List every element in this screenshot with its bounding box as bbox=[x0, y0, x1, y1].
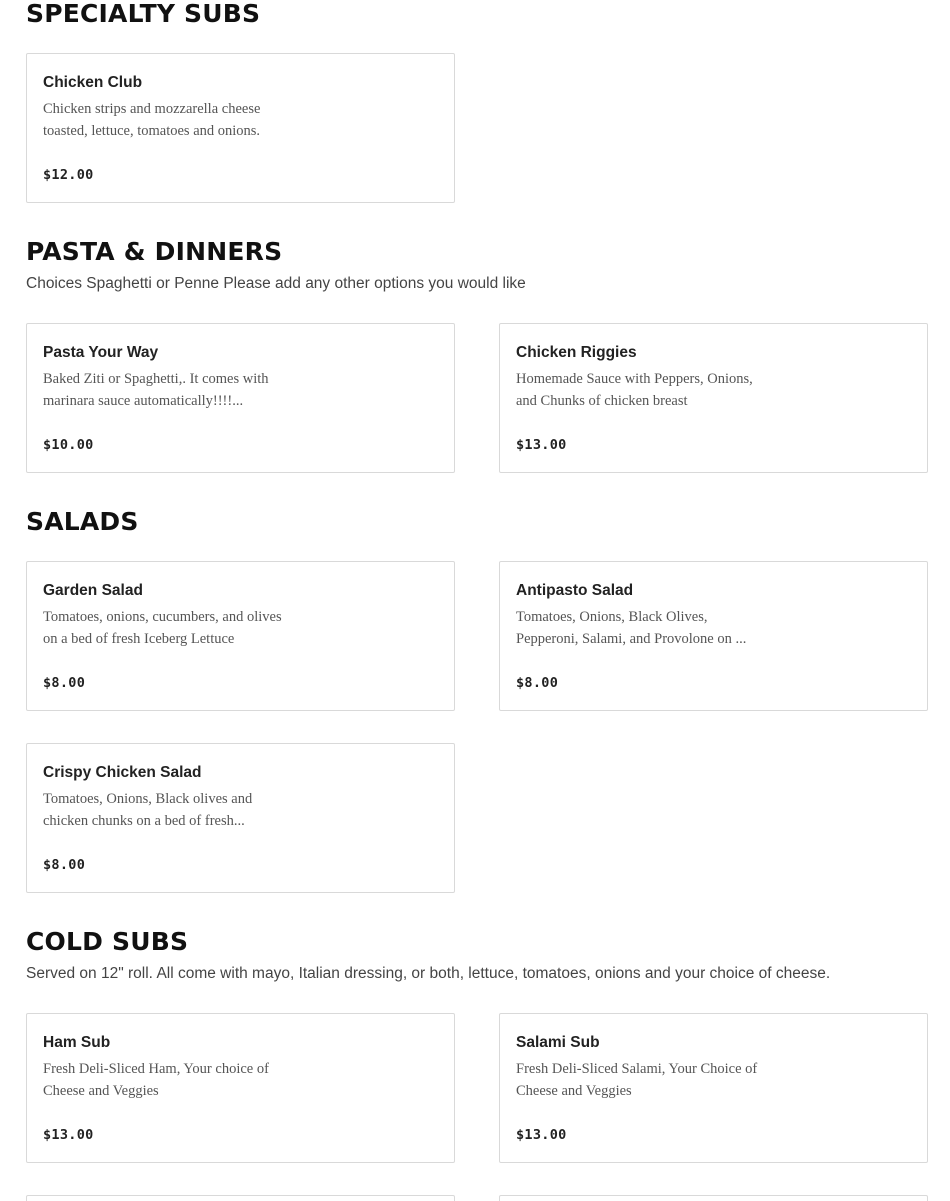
section-title: SPECIALTY SUBS bbox=[26, 0, 261, 28]
item-price: $8.00 bbox=[516, 675, 559, 691]
item-name: Salami Sub bbox=[516, 1034, 600, 1051]
section-title: SALADS bbox=[26, 507, 139, 536]
item-name: Crispy Chicken Salad bbox=[43, 764, 202, 781]
item-description: Baked Ziti or Spaghetti,. It comes with marinara sauce automatically!!!!... bbox=[43, 371, 269, 409]
item-name: Chicken Club bbox=[43, 74, 143, 91]
menu-item-card[interactable] bbox=[499, 561, 928, 711]
item-price: $12.00 bbox=[43, 167, 94, 183]
item-price: $8.00 bbox=[43, 857, 86, 873]
menu-item-card[interactable] bbox=[499, 1195, 928, 1201]
menu-item-card[interactable] bbox=[26, 743, 455, 893]
section-specialty-subs bbox=[26, 0, 928, 183]
item-name: Chicken Riggies bbox=[516, 344, 637, 361]
menu-item-card[interactable] bbox=[26, 1013, 455, 1163]
section-title: COLD SUBS bbox=[26, 927, 189, 956]
item-name: Pasta Your Way bbox=[43, 344, 159, 361]
item-price: $13.00 bbox=[516, 437, 567, 453]
item-name: Antipasto Salad bbox=[516, 582, 634, 599]
item-price: $13.00 bbox=[43, 1127, 94, 1143]
section-cold-subs bbox=[26, 927, 928, 1143]
menu-item-card[interactable] bbox=[26, 323, 455, 473]
item-description: Fresh Deli-Sliced Ham, Your choice of Cheese and Veggies bbox=[43, 1061, 269, 1099]
item-description: Fresh Deli-Sliced Salami, Your Choice of Cheese and Veggies bbox=[516, 1061, 758, 1099]
menu-item-card[interactable] bbox=[26, 1195, 455, 1201]
section-pasta-dinners bbox=[26, 237, 928, 453]
section-description: Choices Spaghetti or Penne Please add any other options you would like bbox=[26, 275, 526, 292]
item-description: Tomatoes, Onions, Black Olives, Pepperoni, Salami, and Provolone on ... bbox=[516, 609, 747, 647]
menu-item-card[interactable] bbox=[499, 1013, 928, 1163]
item-price: $13.00 bbox=[516, 1127, 567, 1143]
item-name: Garden Salad bbox=[43, 582, 143, 599]
item-price: $8.00 bbox=[43, 675, 86, 691]
item-description: Tomatoes, Onions, Black olives and chicken chunks on a bed of fresh... bbox=[43, 791, 253, 829]
item-description: Homemade Sauce with Peppers, Onions, and Chunks of chicken breast bbox=[516, 371, 753, 409]
item-description: Tomatoes, onions, cucumbers, and olives on a bed of fresh Iceberg Lettuce bbox=[43, 609, 282, 647]
item-description: Chicken strips and mozzarella cheese toasted, lettuce, tomatoes and onions. bbox=[43, 101, 261, 139]
menu-item-card[interactable] bbox=[26, 561, 455, 711]
section-title: PASTA & DINNERS bbox=[26, 237, 283, 266]
menu-item-card[interactable] bbox=[499, 323, 928, 473]
menu-item-card[interactable] bbox=[26, 53, 455, 203]
item-name: Ham Sub bbox=[43, 1034, 111, 1051]
section-description: Served on 12" roll. All come with mayo, Italian dressing, or both, lettuce, tomatoes, onions and your choice of cheese. bbox=[26, 965, 831, 982]
item-price: $10.00 bbox=[43, 437, 94, 453]
section-salads bbox=[26, 507, 928, 873]
